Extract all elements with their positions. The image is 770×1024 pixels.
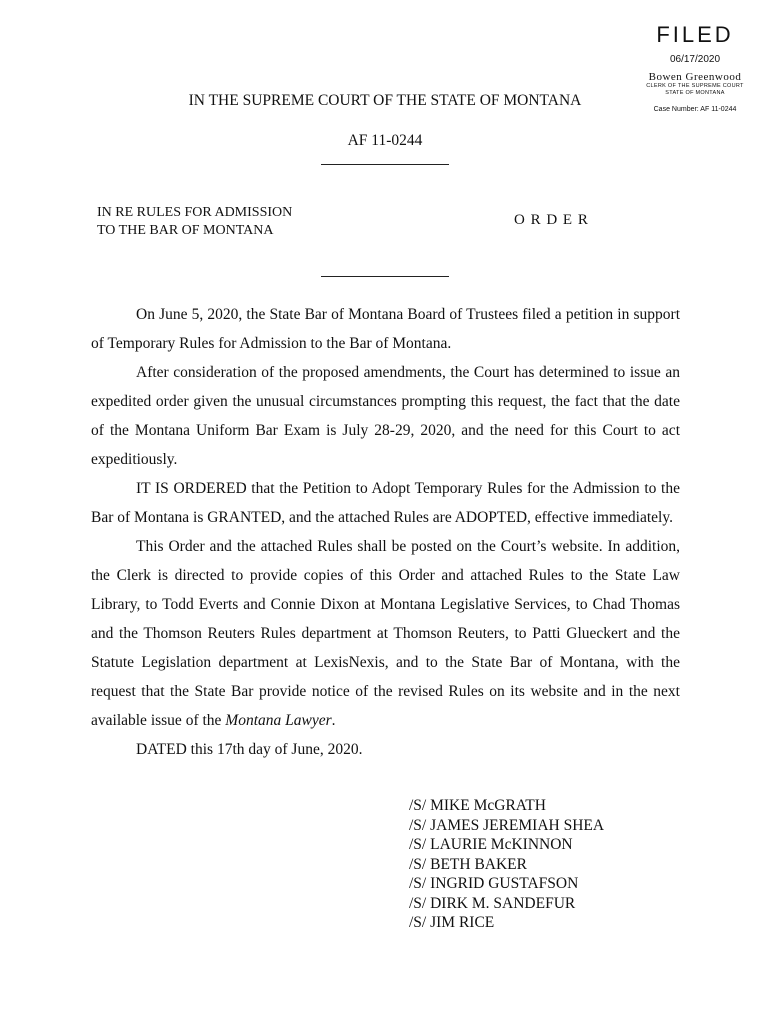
signature-line: /S/ JIM RICE xyxy=(409,914,495,931)
filed-date: 06/17/2020 xyxy=(669,54,721,65)
order-body xyxy=(91,300,680,764)
caption-line-2: TO THE BAR OF MONTANA xyxy=(97,223,274,238)
paragraph-ordered: IT IS ORDERED that the Petition to Adopt Temporary Rules for the Admission to the Bar of Montana is GRANTED, and the attached Rules are ADOPTED, effective immediately. xyxy=(91,480,680,526)
publication-name: Montana Lawyer xyxy=(225,712,332,729)
signature-line: /S/ LAURIE McKINNON xyxy=(409,836,573,853)
paragraph-distribution xyxy=(91,532,680,735)
paragraph-petition: On June 5, 2020, the State Bar of Montana Board of Trustees filed a petition in support of Temporary Rules for Admission to the Bar of Montana. xyxy=(91,306,680,352)
clerk-name: Bowen Greenwood xyxy=(648,71,742,83)
paragraph-consideration: After consideration of the proposed amendments, the Court has determined to issue an expedited order given the unusual circumstances prompting this request, the fact that the date of the Montana Uniform Bar Exam is July 28-29, 2020, and the need for this Court to act expeditiously. xyxy=(91,364,680,468)
filed-label: FILED xyxy=(656,22,734,47)
case-caption xyxy=(97,204,292,240)
clerk-title-line2: STATE OF MONTANA xyxy=(665,90,725,96)
distribution-end: . xyxy=(331,712,336,729)
docket-number: AF 11-0244 xyxy=(347,132,423,149)
divider-top xyxy=(321,164,449,165)
divider-bottom xyxy=(321,276,449,277)
clerk-title-line1: CLERK OF THE SUPREME COURT xyxy=(646,83,744,89)
order-title: O R D E R xyxy=(514,212,589,228)
case-number: Case Number: AF 11-0244 xyxy=(653,106,737,113)
signature-line: /S/ INGRID GUSTAFSON xyxy=(409,875,579,892)
signature-line: /S/ DIRK M. SANDEFUR xyxy=(409,894,576,912)
signature-line: /S/ BETH BAKER xyxy=(409,855,527,873)
court-title: IN THE SUPREME COURT OF THE STATE OF MONTANA xyxy=(188,92,582,109)
signature-line: /S/ JAMES JEREMIAH SHEA xyxy=(409,816,605,834)
distribution-text: This Order and the attached Rules shall be posted on the Court’s website. In addition, the Clerk is directed to provide copies of this Order and attached Rules to the State Law Library, to Todd Everts and Connie Dixon at Montana Legislative Services, to Chad Thomas and the Thomson Reuters Rules department at Thomson Reuters, to Patti Glueckert and the Statute Legislation department at LexisNexis, and to the State Bar of Montana, with the request that the State Bar provide notice of the revised Rules on its website and in the next available issue of the xyxy=(91,538,680,729)
signature-line: /S/ MIKE McGRATH xyxy=(409,797,546,814)
caption-line-1: IN RE RULES FOR ADMISSION xyxy=(97,205,293,220)
dated-line: DATED this 17th day of June, 2020. xyxy=(136,741,363,758)
signature-block xyxy=(409,796,604,933)
